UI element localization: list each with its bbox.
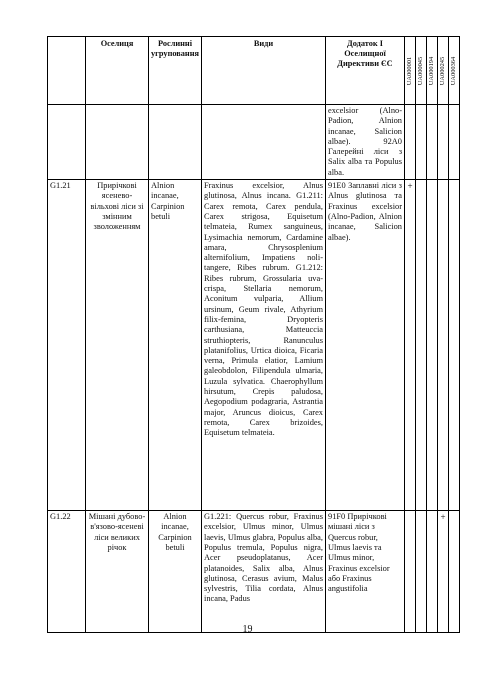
- header-site-code: UA000001: [405, 37, 416, 105]
- row-mark: [449, 180, 460, 511]
- row-mark: [438, 180, 449, 511]
- row-annex: excelsior (Alno-Padion, Alnion incanae, Salicion albae). 92A0 Галерейні ліси з Salix alba та Populus alba.: [326, 105, 405, 180]
- row-habitat: Прирічкові ясенево-вільхові ліси зі змінним зволоженням: [86, 180, 149, 511]
- header-row: [48, 37, 460, 105]
- row-mark: [427, 180, 438, 511]
- row-mark: [449, 105, 460, 180]
- row-mark: [427, 511, 438, 633]
- row-communities: [149, 105, 202, 180]
- row-mark: [405, 511, 416, 633]
- table-row: [48, 180, 460, 511]
- row-annex: 91E0 Заплавні ліси з Alnus glutinosa та Fraxinus excelsior (Alno-Padion, Alnion incanae, Salicion albae).: [326, 180, 405, 511]
- row-mark: [416, 511, 427, 633]
- row-species: G1.221: Quercus robur, Fraxinus excelsior, Ulmus minor, Ulmus laevis, Ulmus glabra, Populus alba, Populus tremula, Populus nigra, Acer pseudoplatanus, Acer platanoides, Salix alba, Alnus glutinosa, Cerasus avium, Malus sylvestris, Tilia cordata, Alnus incana, Padus: [202, 511, 326, 633]
- row-mark: [438, 105, 449, 180]
- page-number: 19: [242, 624, 253, 635]
- row-mark: [416, 105, 427, 180]
- row-species: Fraxinus excelsior, Alnus glutinosa, Alnus incana. G1.211: Carex remota, Carex pendula, Carex strigosa, Equisetum telmateia, Rumex sanguineus, Lysimachia nemorum, Cardamine amara, Chrysosplenium alternifolium, Impatiens noli-tangere, Ribes rubrum. G1.212: Ribes rubrum, Grossularia uva-crispa, Stellaria nemorum, Aconitum vulparia, Allium ursinum, Geum rivale, Athyrium filix-femina, Dryopteris carthusiana, Matteuccia struthiopteris, Ranunculus platanifolius, Urtica dioica, Ficaria verna, Primula elatior, Lamium galeobdolon, Filipendula ulmaria, Luzula sylvatica. Chaerophyllum hirsutum, Crepis paludosa, Aegopodium podagraria, Astrantia major, Aruncus dioicus, Carex remota, Carex brizoides, Equisetum telmateia.: [202, 180, 326, 511]
- row-mark: +: [438, 511, 449, 633]
- header-species: Види: [202, 37, 326, 105]
- habitat-table: [47, 36, 460, 633]
- row-annex: 91F0 Прирічкові мішані ліси з Quercus robur, Ulmus laevis та Ulmus minor, Fraxinus excelsior або Fraxinus angustifolia: [326, 511, 405, 633]
- row-mark: +: [405, 180, 416, 511]
- row-code: G1.21: [48, 180, 86, 511]
- header-site-code: UA000245: [438, 37, 449, 105]
- header-site-code: UA000364: [449, 37, 460, 105]
- row-species: [202, 105, 326, 180]
- row-communities: Alnion incanae, Carpinion betuli: [149, 511, 202, 633]
- row-mark: [416, 180, 427, 511]
- header-annex: Додаток I Оселищної Директиви ЄС: [326, 37, 405, 105]
- row-code: [48, 105, 86, 180]
- row-mark: [427, 105, 438, 180]
- header-communities: Рослинні угруповання: [149, 37, 202, 105]
- row-habitat: Мішані дубово-в'язово-ясеневі ліси великих річок: [86, 511, 149, 633]
- row-mark: [405, 105, 416, 180]
- header-site-code: UA000194: [427, 37, 438, 105]
- table-row: [48, 105, 460, 180]
- row-code: G1.22: [48, 511, 86, 633]
- row-habitat: [86, 105, 149, 180]
- row-communities: Alnion incanae, Carpinion betuli: [149, 180, 202, 511]
- header-habitat: Оселиця: [86, 37, 149, 105]
- table-row: [48, 511, 460, 633]
- header-code: [48, 37, 86, 105]
- header-site-code: UA000045: [416, 37, 427, 105]
- row-mark: [449, 511, 460, 633]
